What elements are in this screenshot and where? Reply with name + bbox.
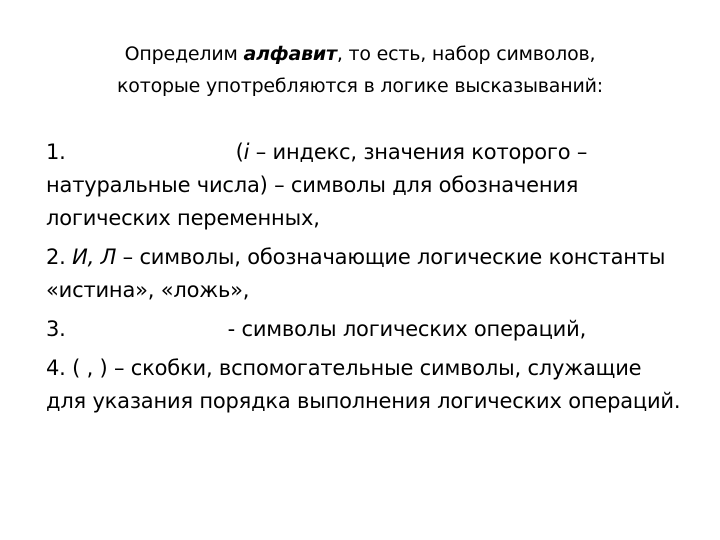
list-item-2 — [46, 241, 686, 307]
title-emphasis-alphabet: алфавит — [243, 43, 337, 65]
item-3-number: 3. — [46, 317, 66, 341]
item-3-text: - символы логических операций, — [227, 317, 587, 341]
item-4-number: 4. — [46, 356, 73, 380]
item-1-text: – индекс, значения которого – натуральные числа) – символы для обозначения логических переменных, — [46, 140, 594, 230]
title-suffix: , то есть, набор символов, — [336, 43, 596, 65]
item-1-open-paren: ( — [235, 140, 244, 164]
slide-body — [46, 136, 686, 424]
item-1-number: 1. — [46, 140, 66, 164]
list-item-3 — [46, 313, 686, 346]
list-item-4 — [46, 352, 686, 418]
title-prefix: Определим — [124, 43, 244, 65]
item-1-index-i: i — [243, 140, 250, 164]
item-4-text: ( , ) – скобки, вспомогательные символы, служащие для указания порядка выполнения логических операций. — [46, 356, 681, 413]
item-2-text: – символы, обозначающие логические константы «истина», «ложь», — [46, 245, 672, 302]
title-line-2: которые употребляются в логике высказываний: — [117, 75, 603, 97]
item-2-constants: И, Л — [72, 245, 117, 269]
slide-title — [40, 38, 680, 102]
item-2-number: 2. — [46, 245, 73, 269]
list-item-1 — [46, 136, 686, 235]
